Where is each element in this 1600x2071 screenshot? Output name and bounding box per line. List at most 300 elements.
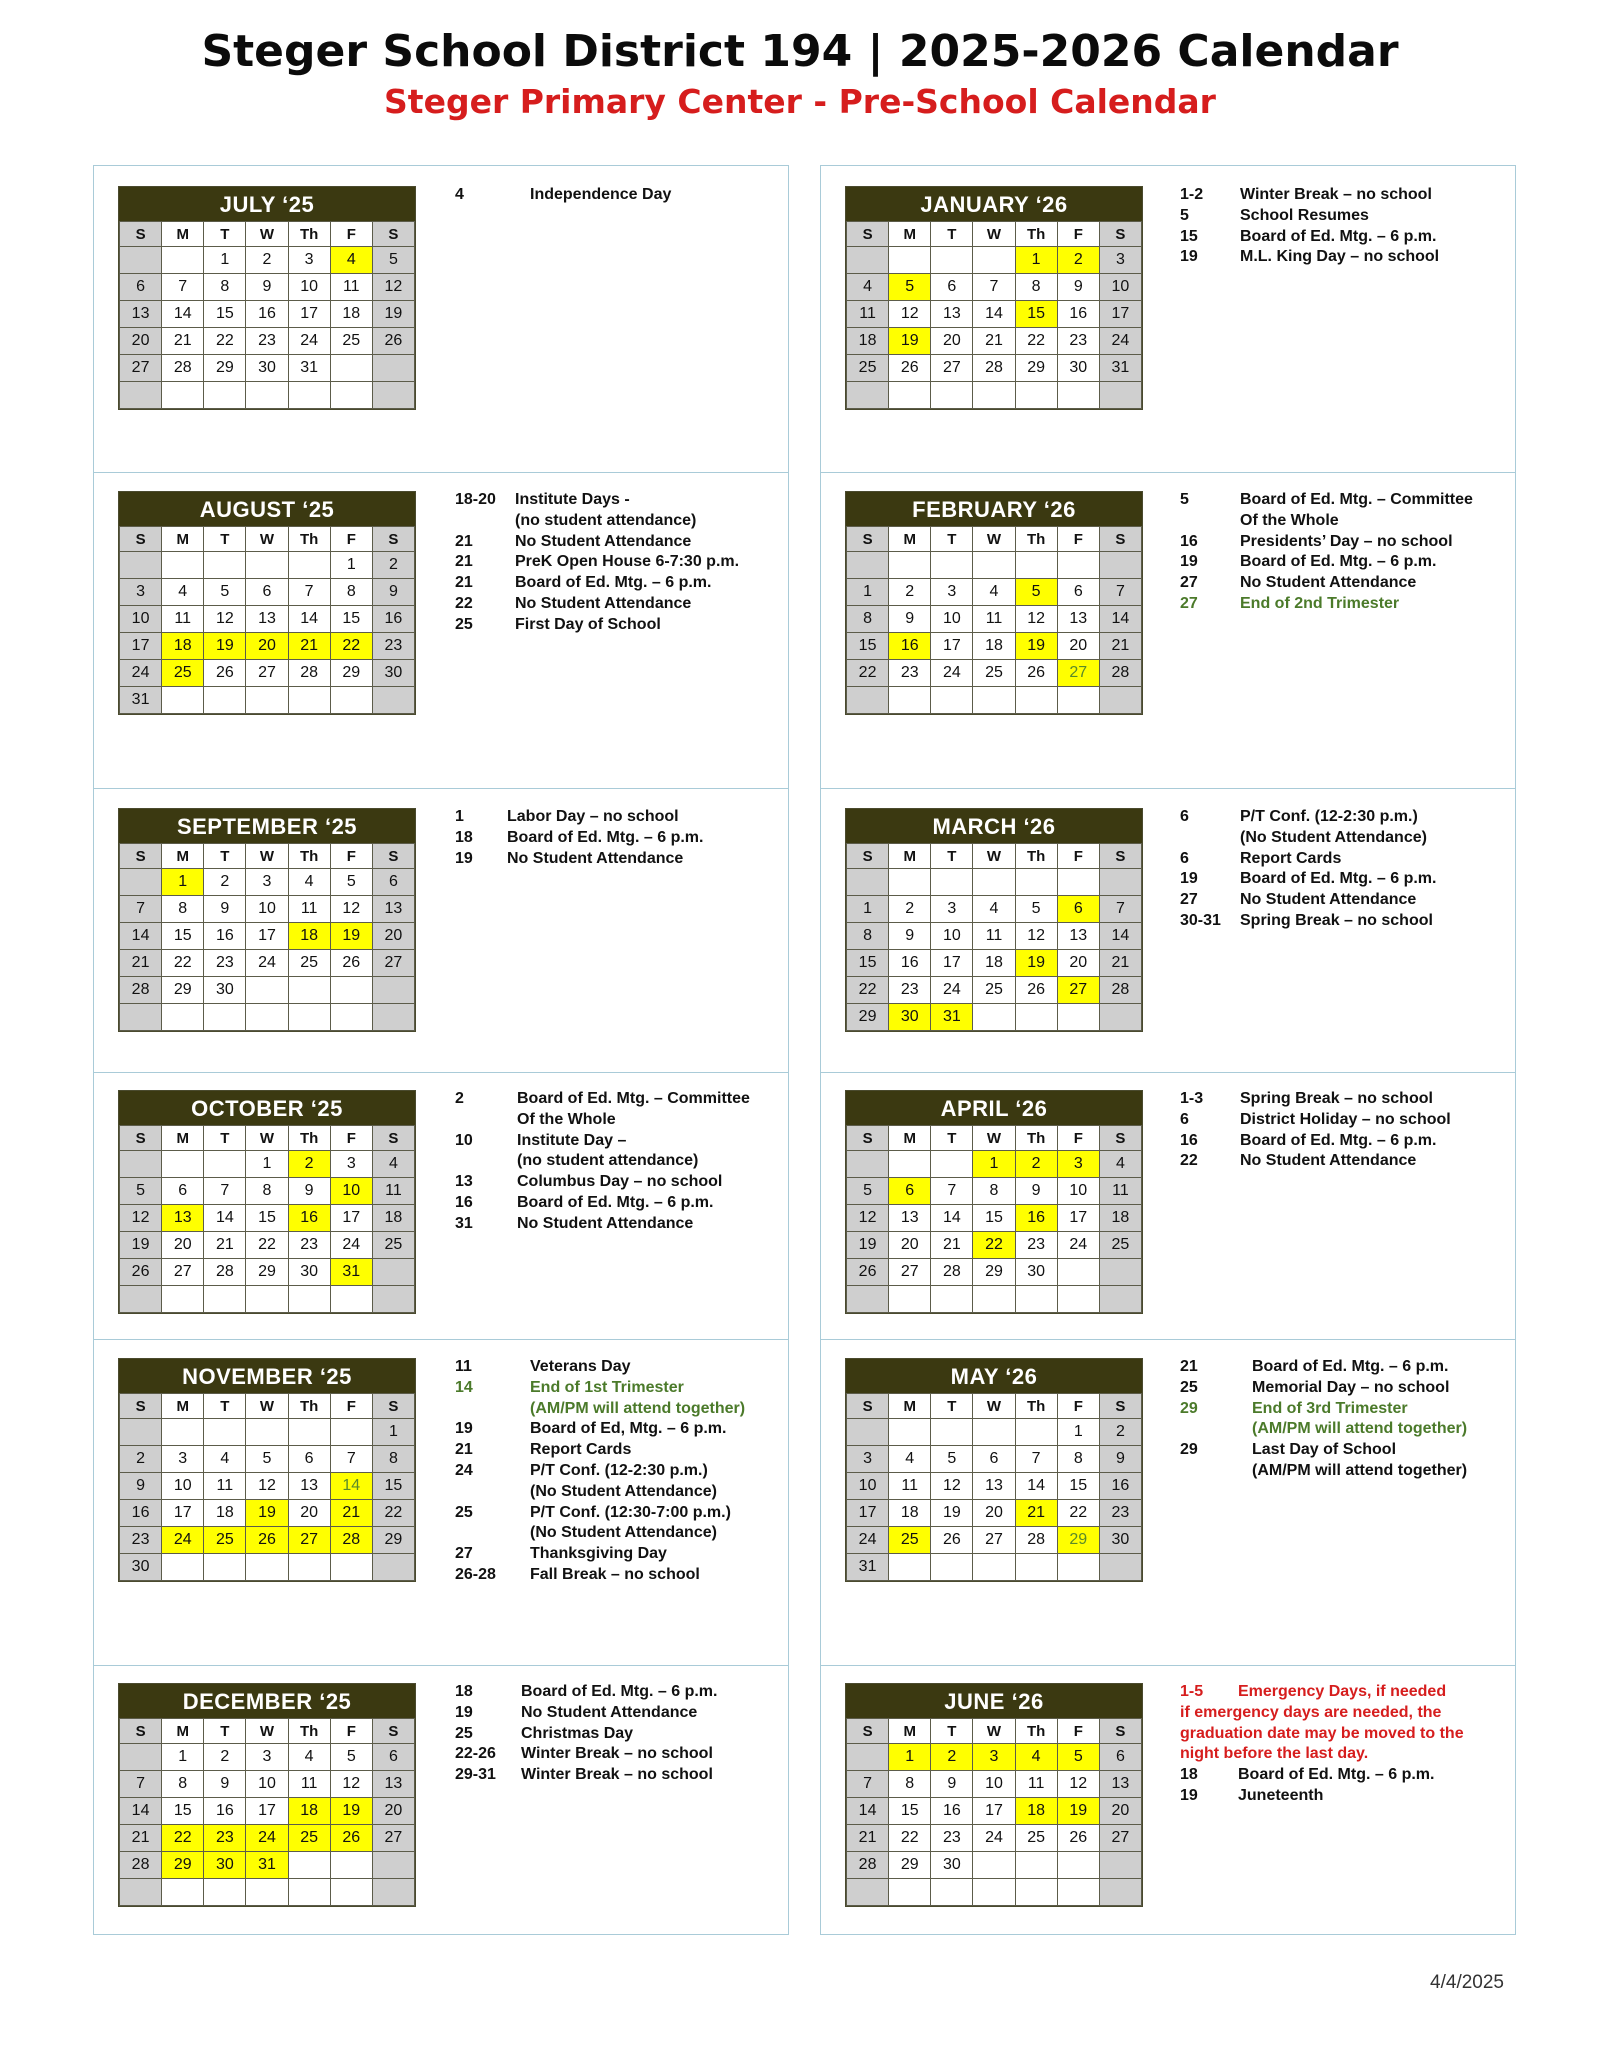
day-cell: 24	[246, 1825, 288, 1852]
day-cell: 12	[1015, 606, 1057, 633]
event-text: End of 1st Trimester	[530, 1378, 684, 1396]
day-cell	[162, 1004, 204, 1031]
day-cell: 29	[973, 1259, 1015, 1286]
day-cell	[847, 552, 889, 579]
day-cell: 10	[162, 1473, 204, 1500]
month-title: MARCH ‘26	[846, 809, 1142, 843]
event-text: (AM/PM will attend together)	[530, 1399, 746, 1417]
day-cell: 15	[162, 923, 204, 950]
event-line	[1180, 1378, 1510, 1399]
event-text: Winter Break – no school	[521, 1745, 713, 1763]
event-text: Labor Day – no school	[507, 808, 679, 825]
day-cell	[1057, 382, 1099, 409]
weekday-header: W	[246, 1719, 288, 1744]
event-text: Emergency Days, if needed	[1238, 1683, 1447, 1700]
event-date: 11	[455, 1358, 472, 1375]
day-cell: 7	[120, 896, 162, 923]
event-line	[1180, 532, 1510, 553]
day-cell: 3	[330, 1151, 372, 1178]
day-cell: 13	[288, 1473, 330, 1500]
event-date: 18	[1180, 1766, 1198, 1784]
day-cell: 18	[1015, 1798, 1057, 1825]
day-cell: 14	[330, 1473, 372, 1500]
day-cell	[120, 382, 162, 409]
day-cell	[1057, 1004, 1099, 1031]
day-cell	[1099, 869, 1141, 896]
event-line	[455, 594, 785, 615]
day-cell: 27	[162, 1259, 204, 1286]
day-cell: 21	[973, 328, 1015, 355]
day-cell: 7	[120, 1771, 162, 1798]
day-cell	[931, 552, 973, 579]
section-divider	[93, 1339, 789, 1340]
day-cell: 9	[204, 896, 246, 923]
day-cell	[330, 687, 372, 714]
day-cell: 4	[1015, 1744, 1057, 1771]
day-cell: 8	[246, 1178, 288, 1205]
day-cell: 30	[1057, 355, 1099, 382]
weekday-header: W	[973, 1394, 1015, 1419]
day-cell: 19	[204, 633, 246, 660]
day-cell: 15	[330, 606, 372, 633]
weekday-header: W	[246, 222, 288, 247]
day-cell: 1	[330, 552, 372, 579]
day-cell: 28	[1015, 1527, 1057, 1554]
event-line	[455, 1214, 785, 1235]
month-title: FEBRUARY ‘26	[846, 492, 1142, 526]
event-line	[455, 1110, 785, 1131]
day-cell: 6	[372, 869, 414, 896]
day-cell: 2	[931, 1744, 973, 1771]
event-date: 27	[455, 1545, 473, 1563]
day-cell: 23	[288, 1232, 330, 1259]
day-cell: 26	[204, 660, 246, 687]
day-cell: 6	[1057, 896, 1099, 923]
day-cell: 25	[204, 1527, 246, 1554]
day-cell: 29	[162, 1852, 204, 1879]
month-calendar	[845, 1358, 1143, 1582]
day-cell	[847, 1151, 889, 1178]
day-cell: 29	[162, 977, 204, 1004]
event-date: 18	[455, 828, 473, 846]
day-cell: 8	[162, 896, 204, 923]
day-cell: 11	[847, 301, 889, 328]
event-text: (no student attendance)	[515, 511, 697, 529]
day-cell: 3	[246, 869, 288, 896]
day-cell: 22	[204, 328, 246, 355]
event-line	[1180, 849, 1510, 870]
day-cell	[288, 382, 330, 409]
day-cell: 22	[973, 1232, 1015, 1259]
day-cell: 16	[931, 1798, 973, 1825]
event-date: 25	[1180, 1378, 1198, 1396]
event-date: 18	[455, 1683, 473, 1700]
weekday-header: S	[372, 1126, 414, 1151]
weekday-header: Th	[1015, 844, 1057, 869]
event-line	[455, 185, 785, 206]
event-line	[455, 532, 785, 553]
day-cell: 20	[1099, 1798, 1141, 1825]
day-cell: 30	[931, 1852, 973, 1879]
day-cell	[1099, 687, 1141, 714]
day-cell: 3	[246, 1744, 288, 1771]
day-cell: 4	[330, 247, 372, 274]
day-cell: 19	[847, 1232, 889, 1259]
day-cell: 29	[847, 1004, 889, 1031]
day-cell: 29	[330, 660, 372, 687]
month-title: JUNE ‘26	[846, 1684, 1142, 1718]
event-date: 29	[1180, 1441, 1198, 1459]
event-text: Board of Ed. Mtg. – Committee	[1240, 491, 1473, 508]
day-cell: 12	[330, 1771, 372, 1798]
day-cell	[288, 1419, 330, 1446]
day-cell: 24	[1057, 1232, 1099, 1259]
day-cell: 9	[372, 579, 414, 606]
event-line	[1180, 1357, 1510, 1378]
day-cell	[931, 1286, 973, 1313]
event-text: No Student Attendance	[507, 849, 684, 867]
weekday-header: T	[204, 1126, 246, 1151]
day-cell: 20	[973, 1500, 1015, 1527]
day-cell: 30	[1015, 1259, 1057, 1286]
event-text: (AM/PM will attend together)	[1252, 1461, 1468, 1479]
day-cell: 15	[204, 301, 246, 328]
weekday-header: W	[973, 1126, 1015, 1151]
event-text: End of 2nd Trimester	[1240, 594, 1400, 612]
day-cell: 2	[1099, 1419, 1141, 1446]
event-text: No Student Attendance	[515, 594, 692, 612]
event-text: First Day of School	[515, 615, 661, 633]
day-cell: 9	[889, 606, 931, 633]
day-cell	[1015, 1286, 1057, 1313]
day-cell: 5	[372, 247, 414, 274]
day-cell: 18	[204, 1500, 246, 1527]
day-cell: 11	[372, 1178, 414, 1205]
day-cell: 9	[1099, 1446, 1141, 1473]
day-cell	[973, 1554, 1015, 1581]
day-cell: 1	[162, 1744, 204, 1771]
event-date: 15	[1180, 227, 1198, 245]
day-cell: 13	[931, 301, 973, 328]
event-text: Board of Ed. Mtg. – Committee	[517, 1090, 750, 1107]
day-cell: 11	[204, 1473, 246, 1500]
day-cell: 27	[372, 950, 414, 977]
section-divider	[93, 788, 789, 789]
day-cell	[1015, 1004, 1057, 1031]
day-cell	[889, 247, 931, 274]
day-cell	[204, 552, 246, 579]
event-text: Board of Ed. Mtg. – 6 p.m.	[507, 828, 704, 846]
day-cell: 19	[1015, 633, 1057, 660]
day-cell: 2	[246, 247, 288, 274]
weekday-header: S	[372, 527, 414, 552]
month-events	[1180, 490, 1510, 615]
day-cell: 14	[162, 301, 204, 328]
day-cell	[120, 552, 162, 579]
event-text: night before the last day.	[1180, 1745, 1369, 1763]
event-date: 27	[1180, 574, 1198, 592]
section-divider	[93, 472, 789, 473]
day-cell: 17	[931, 633, 973, 660]
day-cell: 1	[847, 579, 889, 606]
day-cell	[288, 1286, 330, 1313]
weekday-header: Th	[288, 1126, 330, 1151]
day-cell: 19	[372, 301, 414, 328]
day-cell: 24	[330, 1232, 372, 1259]
weekday-header: M	[889, 1394, 931, 1419]
day-cell: 19	[1057, 1798, 1099, 1825]
day-cell: 16	[246, 301, 288, 328]
day-cell: 29	[372, 1527, 414, 1554]
weekday-header: M	[162, 1126, 204, 1151]
day-cell: 25	[288, 1825, 330, 1852]
day-cell: 8	[372, 1446, 414, 1473]
day-cell: 8	[847, 923, 889, 950]
day-cell: 4	[372, 1151, 414, 1178]
event-date: 19	[1180, 248, 1198, 266]
day-cell	[120, 869, 162, 896]
weekday-header: M	[162, 222, 204, 247]
day-cell: 22	[372, 1500, 414, 1527]
day-cell	[973, 1419, 1015, 1446]
event-text: No Student Attendance	[1240, 891, 1417, 909]
day-cell	[162, 552, 204, 579]
weekday-header: W	[973, 1719, 1015, 1744]
day-cell: 20	[1057, 633, 1099, 660]
day-cell	[1099, 1004, 1141, 1031]
day-cell: 20	[120, 328, 162, 355]
day-cell: 24	[973, 1825, 1015, 1852]
event-text: Board of Ed. Mtg. – 6 p.m.	[1240, 1131, 1437, 1149]
day-cell: 13	[162, 1205, 204, 1232]
day-cell: 11	[973, 606, 1015, 633]
day-cell: 31	[330, 1259, 372, 1286]
event-line	[1180, 1110, 1510, 1131]
month-title: DECEMBER ‘25	[119, 1684, 415, 1718]
day-cell: 6	[288, 1446, 330, 1473]
day-cell: 25	[973, 977, 1015, 1004]
day-cell	[330, 1554, 372, 1581]
day-cell: 9	[1015, 1178, 1057, 1205]
day-cell: 31	[931, 1004, 973, 1031]
event-date: 26-28	[455, 1565, 496, 1583]
month-calendar	[118, 808, 416, 1032]
day-cell	[162, 1879, 204, 1906]
day-cell: 18	[973, 633, 1015, 660]
day-cell: 16	[1015, 1205, 1057, 1232]
day-cell	[162, 687, 204, 714]
day-cell: 3	[931, 579, 973, 606]
weekday-header: S	[1099, 527, 1141, 552]
weekday-header: S	[372, 1719, 414, 1744]
event-date: 1-2	[1180, 186, 1204, 203]
event-date: 2	[455, 1090, 464, 1107]
month-events	[1180, 1089, 1510, 1172]
event-line	[455, 1089, 785, 1110]
day-cell: 6	[120, 274, 162, 301]
month-events	[455, 490, 785, 636]
day-cell: 22	[246, 1232, 288, 1259]
day-cell: 27	[931, 355, 973, 382]
event-line	[1180, 1765, 1510, 1786]
day-cell: 9	[288, 1178, 330, 1205]
section-divider	[93, 1665, 789, 1666]
event-date: 30-31	[1180, 911, 1221, 929]
weekday-header: T	[931, 527, 973, 552]
day-cell: 16	[204, 1798, 246, 1825]
day-cell: 16	[1099, 1473, 1141, 1500]
day-cell: 17	[1099, 301, 1141, 328]
event-line	[455, 1131, 785, 1152]
weekday-header: S	[120, 1719, 162, 1744]
day-cell: 20	[372, 923, 414, 950]
day-cell: 12	[931, 1473, 973, 1500]
event-line	[1180, 1399, 1510, 1420]
day-cell	[204, 382, 246, 409]
day-cell: 13	[246, 606, 288, 633]
section-divider	[93, 1072, 789, 1073]
day-cell: 8	[162, 1771, 204, 1798]
day-cell: 1	[162, 869, 204, 896]
day-cell: 9	[120, 1473, 162, 1500]
day-cell: 5	[1015, 896, 1057, 923]
event-text: End of 3rd Trimester	[1252, 1399, 1408, 1417]
event-text: Spring Break – no school	[1240, 911, 1433, 929]
day-cell: 4	[973, 579, 1015, 606]
event-text: Report Cards	[1240, 849, 1342, 867]
day-cell	[973, 1852, 1015, 1879]
event-line	[455, 1765, 785, 1786]
day-cell	[889, 1419, 931, 1446]
event-text: PreK Open House 6-7:30 p.m.	[515, 553, 740, 571]
day-cell: 27	[288, 1527, 330, 1554]
day-cell	[931, 247, 973, 274]
day-cell: 1	[889, 1744, 931, 1771]
day-cell: 15	[1015, 301, 1057, 328]
day-cell	[1057, 552, 1099, 579]
section-divider	[820, 788, 1516, 789]
event-line	[455, 573, 785, 594]
day-cell: 11	[1099, 1178, 1141, 1205]
day-cell: 21	[1099, 950, 1141, 977]
day-cell: 19	[931, 1500, 973, 1527]
month-calendar	[118, 1090, 416, 1314]
day-cell: 18	[847, 328, 889, 355]
weekday-header: T	[931, 1719, 973, 1744]
day-cell	[973, 382, 1015, 409]
day-cell: 23	[1015, 1232, 1057, 1259]
event-line	[455, 1151, 785, 1172]
day-cell	[246, 1004, 288, 1031]
day-cell: 6	[372, 1744, 414, 1771]
event-line	[455, 849, 785, 870]
event-line	[1180, 1461, 1510, 1482]
month-events	[1180, 185, 1510, 268]
day-cell: 17	[246, 1798, 288, 1825]
day-cell: 1	[847, 896, 889, 923]
day-cell: 2	[288, 1151, 330, 1178]
day-cell	[973, 1879, 1015, 1906]
weekday-header: M	[162, 844, 204, 869]
day-cell: 21	[288, 633, 330, 660]
day-cell	[847, 247, 889, 274]
weekday-header: T	[931, 1394, 973, 1419]
day-cell: 14	[120, 923, 162, 950]
event-date: 21	[455, 1441, 473, 1459]
day-cell: 2	[1057, 247, 1099, 274]
right-column-panel	[820, 165, 1516, 1935]
day-cell	[120, 247, 162, 274]
day-cell: 11	[973, 923, 1015, 950]
day-cell: 12	[1015, 923, 1057, 950]
day-cell	[372, 687, 414, 714]
day-cell	[931, 869, 973, 896]
month-calendar	[845, 1683, 1143, 1907]
day-cell: 5	[204, 579, 246, 606]
day-cell: 30	[204, 1852, 246, 1879]
event-text: Board of Ed. Mtg. – 6 p.m.	[521, 1683, 718, 1700]
event-line	[1180, 911, 1510, 932]
day-cell: 26	[372, 328, 414, 355]
event-text: No Student Attendance	[515, 532, 692, 550]
day-cell	[1015, 552, 1057, 579]
day-cell: 18	[162, 633, 204, 660]
weekday-header: W	[246, 1394, 288, 1419]
day-cell: 22	[1057, 1500, 1099, 1527]
day-cell	[1057, 1286, 1099, 1313]
weekday-header: F	[330, 1126, 372, 1151]
day-cell: 30	[288, 1259, 330, 1286]
day-cell: 29	[246, 1259, 288, 1286]
day-cell: 22	[330, 633, 372, 660]
event-line	[1180, 1786, 1510, 1807]
day-cell	[330, 1879, 372, 1906]
event-text: School Resumes	[1240, 206, 1369, 224]
weekday-header: T	[204, 222, 246, 247]
weekday-header: T	[204, 527, 246, 552]
section-divider	[820, 1339, 1516, 1340]
day-cell: 13	[889, 1205, 931, 1232]
weekday-header: W	[246, 1126, 288, 1151]
day-cell: 28	[120, 977, 162, 1004]
day-cell: 20	[889, 1232, 931, 1259]
day-cell: 5	[120, 1178, 162, 1205]
event-date: 25	[455, 1503, 473, 1521]
day-cell: 27	[1099, 1825, 1141, 1852]
weekday-header: S	[847, 1394, 889, 1419]
event-text: Veterans Day	[530, 1358, 631, 1375]
event-date: 18-20	[455, 491, 496, 508]
day-cell: 10	[120, 606, 162, 633]
day-cell: 31	[847, 1554, 889, 1581]
day-cell	[120, 1286, 162, 1313]
day-cell: 17	[973, 1798, 1015, 1825]
day-cell: 18	[1099, 1205, 1141, 1232]
day-cell: 1	[1015, 247, 1057, 274]
event-line	[455, 1419, 785, 1440]
day-cell: 25	[288, 950, 330, 977]
event-date: 31	[455, 1214, 473, 1232]
day-cell	[1099, 1852, 1141, 1879]
event-text: Board of Ed. Mtg. – 6 p.m.	[1240, 553, 1437, 571]
day-cell: 17	[1057, 1205, 1099, 1232]
day-cell: 4	[847, 274, 889, 301]
day-cell	[847, 1744, 889, 1771]
event-date: 22	[455, 594, 473, 612]
day-cell: 17	[162, 1500, 204, 1527]
event-line	[455, 1440, 785, 1461]
day-cell: 12	[246, 1473, 288, 1500]
